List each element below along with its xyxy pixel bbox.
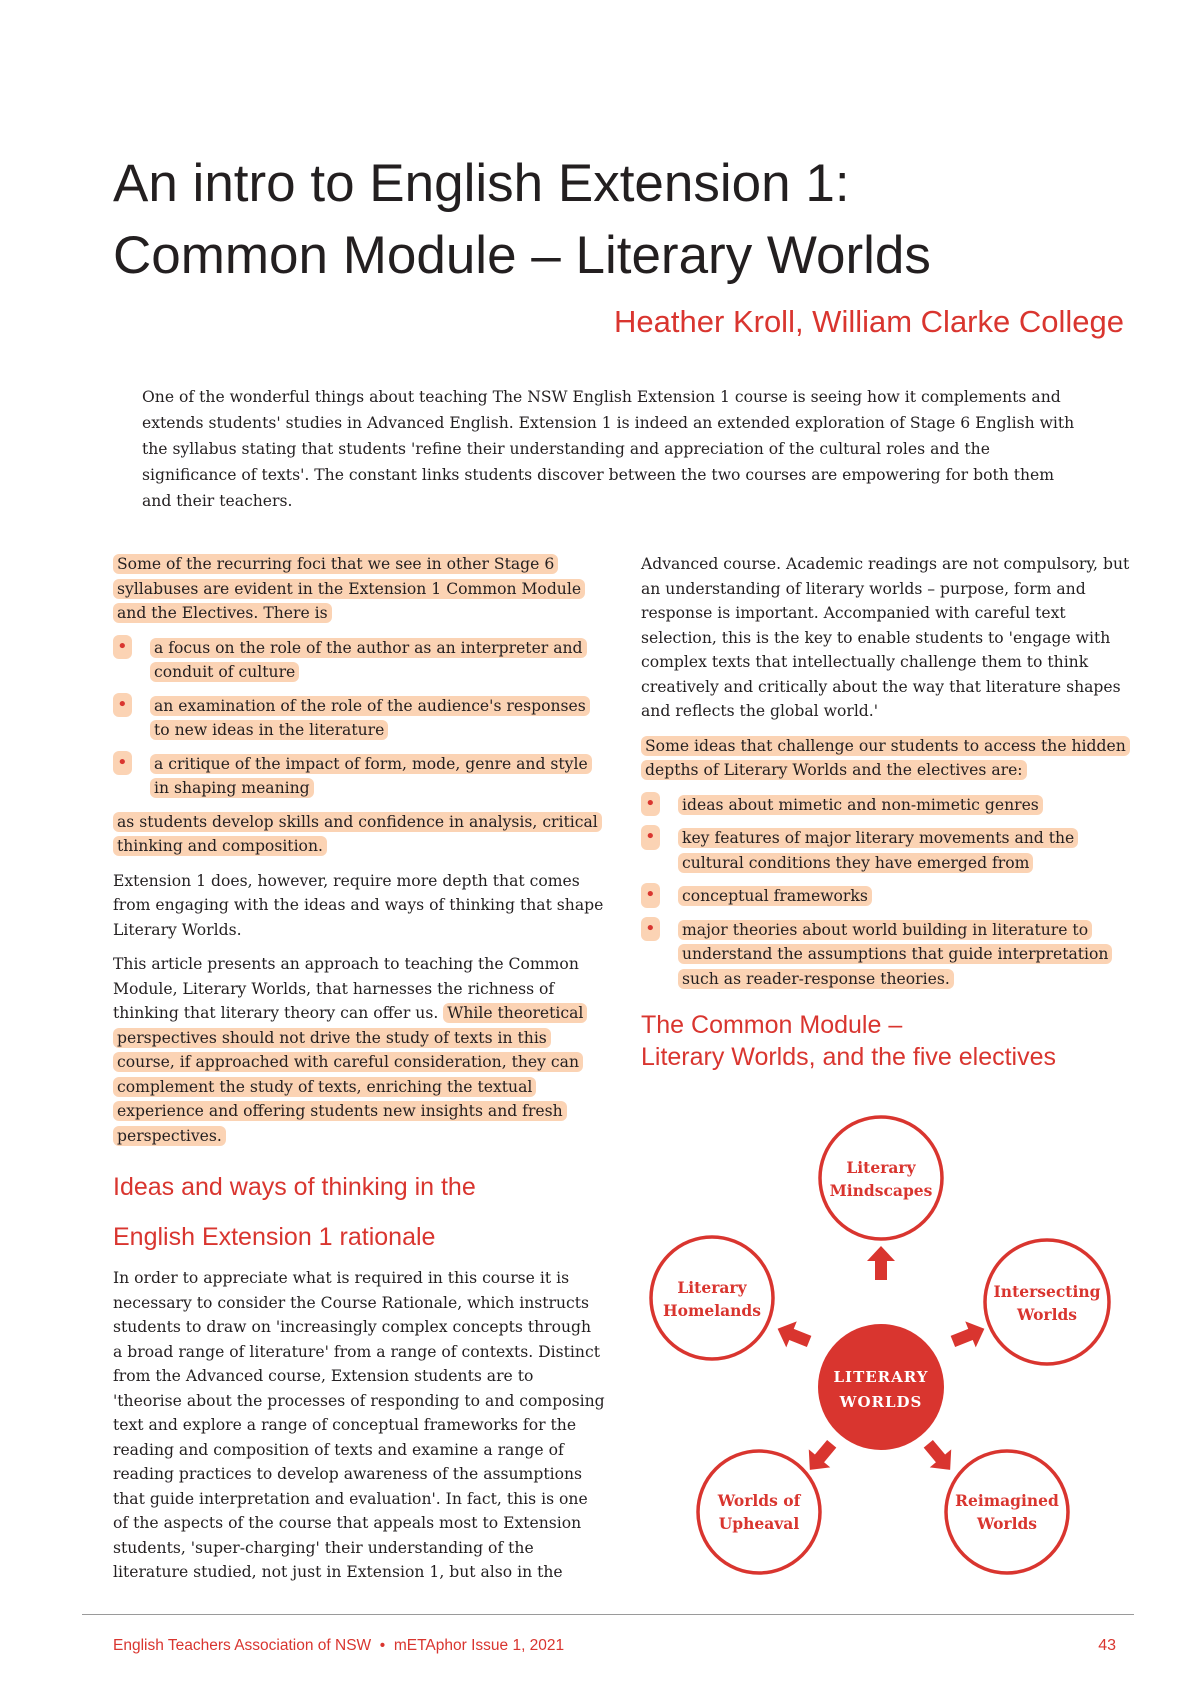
heading-line-2: English Extension 1 rationale — [113, 1223, 436, 1251]
left-column — [113, 552, 605, 1595]
node-label-line-1: Intersecting — [993, 1282, 1101, 1301]
center-label-line-1: LITERARY — [833, 1368, 929, 1386]
node-label-line-2: Worlds — [976, 1514, 1038, 1533]
highlight: conceptual frameworks — [678, 886, 872, 906]
node-label-line-1: Reimagined — [955, 1491, 1059, 1510]
right-bullet-list — [641, 793, 1135, 992]
author-byline: Heather Kroll, William Clarke College — [614, 304, 1124, 339]
section-heading-rationale — [113, 1162, 605, 1262]
node-label-line-2: Upheaval — [718, 1514, 800, 1533]
page-number: 43 — [1098, 1637, 1116, 1654]
highlight: key features of major literary movements and the cultural conditions they have emerged from — [678, 828, 1078, 873]
right-paragraph-1: Advanced course. Academic readings are not compulsory, but an understanding of literary worlds – purpose, form and response is important. Accompanied with careful text selection, this is the key to enable students to 'engage with complex texts that intellectually challenge them to think creatively and critically about the way that literature shapes and reflects the global world.' — [641, 555, 1130, 720]
footer-publisher: English Teachers Association of NSW — [113, 1637, 372, 1654]
list-item — [641, 884, 1135, 909]
highlight: as students develop skills and confidence in analysis, critical thinking and composition. — [113, 812, 602, 857]
highlight: a focus on the role of the author as an interpreter and conduit of culture — [150, 638, 587, 683]
left-paragraph-4 — [113, 952, 605, 1148]
node-worlds-of-upheaval — [698, 1451, 820, 1573]
center-label-line-2: WORLDS — [839, 1393, 923, 1411]
heading-line-1: The Common Module – — [641, 1011, 903, 1039]
node-literary-mindscapes — [820, 1117, 942, 1239]
highlight: Some of the recurring foci that we see in other Stage 6 syllabuses are evident in the Extension 1 Common Module and the Electives. There is — [113, 554, 585, 623]
arrow-left — [772, 1316, 814, 1355]
node-label-line-2: Worlds — [1016, 1305, 1078, 1324]
heading-line-2: Literary Worlds, and the five electives — [641, 1043, 1057, 1071]
title-line-2: Common Module – Literary Worlds — [113, 226, 931, 285]
section-heading-electives — [641, 1009, 1135, 1073]
literary-worlds-diagram — [641, 1110, 1121, 1580]
left-paragraph-1 — [113, 552, 605, 626]
footer-issue: mETAphor Issue 1, 2021 — [393, 1637, 565, 1654]
article-title — [113, 148, 1113, 292]
node-reimagined-worlds — [946, 1451, 1068, 1573]
left-paragraph-2 — [113, 810, 605, 859]
highlight: Some ideas that challenge our students to access the hidden depths of Literary Worlds and the electives are: — [641, 736, 1130, 781]
footer-publication — [113, 1637, 564, 1655]
list-item — [113, 694, 605, 743]
left-paragraph-3: Extension 1 does, however, require more depth that comes from engaging with the ideas and ways of thinking that shape Literary Worlds. — [113, 871, 604, 939]
footer-separator: • — [379, 1637, 386, 1654]
arrow-down-right — [918, 1435, 961, 1479]
title-line-1: An intro to English Extension 1: — [113, 154, 850, 213]
right-paragraph-2 — [641, 734, 1135, 783]
highlight: ideas about mimetic and non-mimetic genres — [678, 795, 1043, 815]
node-label-line-1: Worlds of — [717, 1491, 801, 1510]
highlight: major theories about world building in literature to understand the assumptions that guide interpretation such as reader-response theories. — [678, 920, 1112, 989]
arrow-right — [948, 1316, 990, 1355]
heading-line-1: Ideas and ways of thinking in the — [113, 1173, 476, 1201]
node-label-line-2: Mindscapes — [829, 1181, 933, 1200]
highlight: an examination of the role of the audience's responses to new ideas in the literature — [150, 696, 590, 741]
node-label-line-1: Literary — [846, 1158, 916, 1177]
center-circle — [818, 1324, 944, 1450]
highlight: a critique of the impact of form, mode, genre and style in shaping meaning — [150, 754, 592, 799]
paragraph-text: This article presents an approach to teaching the Common Module, Literary Worlds, that harnesses the richness of thinking that literary theory can offer us. — [113, 955, 579, 1022]
list-item — [641, 793, 1135, 818]
left-bullet-list — [113, 636, 605, 801]
highlight: While theoretical perspectives should not drive the study of texts in this course, if approached with careful consideration, they can complement the study of texts, enriching the textual experience and offering students new insights and fresh perspectives. — [113, 1003, 587, 1146]
node-intersecting-worlds — [985, 1240, 1109, 1364]
node-label-line-1: Literary — [677, 1278, 747, 1297]
list-item — [113, 752, 605, 801]
list-item — [641, 826, 1135, 875]
intro-paragraph: One of the wonderful things about teaching The NSW English Extension 1 course is seeing how it complements and extends students' studies in Advanced English. Extension 1 is indeed an extended exploration of Stage 6 English with the syllabus stating that students 'refine their understanding and appreciation of the cultural roles and the significance of texts'. The constant links students discover between the two courses are empowering for both them and their teachers. — [142, 388, 1075, 510]
list-item — [641, 918, 1135, 992]
node-label-line-2: Homelands — [662, 1301, 762, 1320]
left-paragraph-5: In order to appreciate what is required in this course it is necessary to consider the Course Rationale, which instructs students to draw on 'increasingly complex concepts through a broad range of literature' from a range of contexts. Distinct from the Advanced course, Extension students are to 'theorise about the processes of responding to and composing text and explore a range of conceptual frameworks for the reading and composition of texts and examine a range of reading practices to develop awareness of the assumptions that guide interpretation and evaluation'. In fact, this is one of the aspects of the course that appeals most to Extension students, 'super-charging' their understanding of the literature studied, not just in Extension 1, but also in the — [113, 1269, 605, 1581]
footer-divider — [82, 1614, 1134, 1615]
arrow-up — [867, 1246, 895, 1280]
right-column — [641, 552, 1135, 1091]
node-literary-homelands — [651, 1237, 773, 1359]
list-item — [113, 636, 605, 685]
